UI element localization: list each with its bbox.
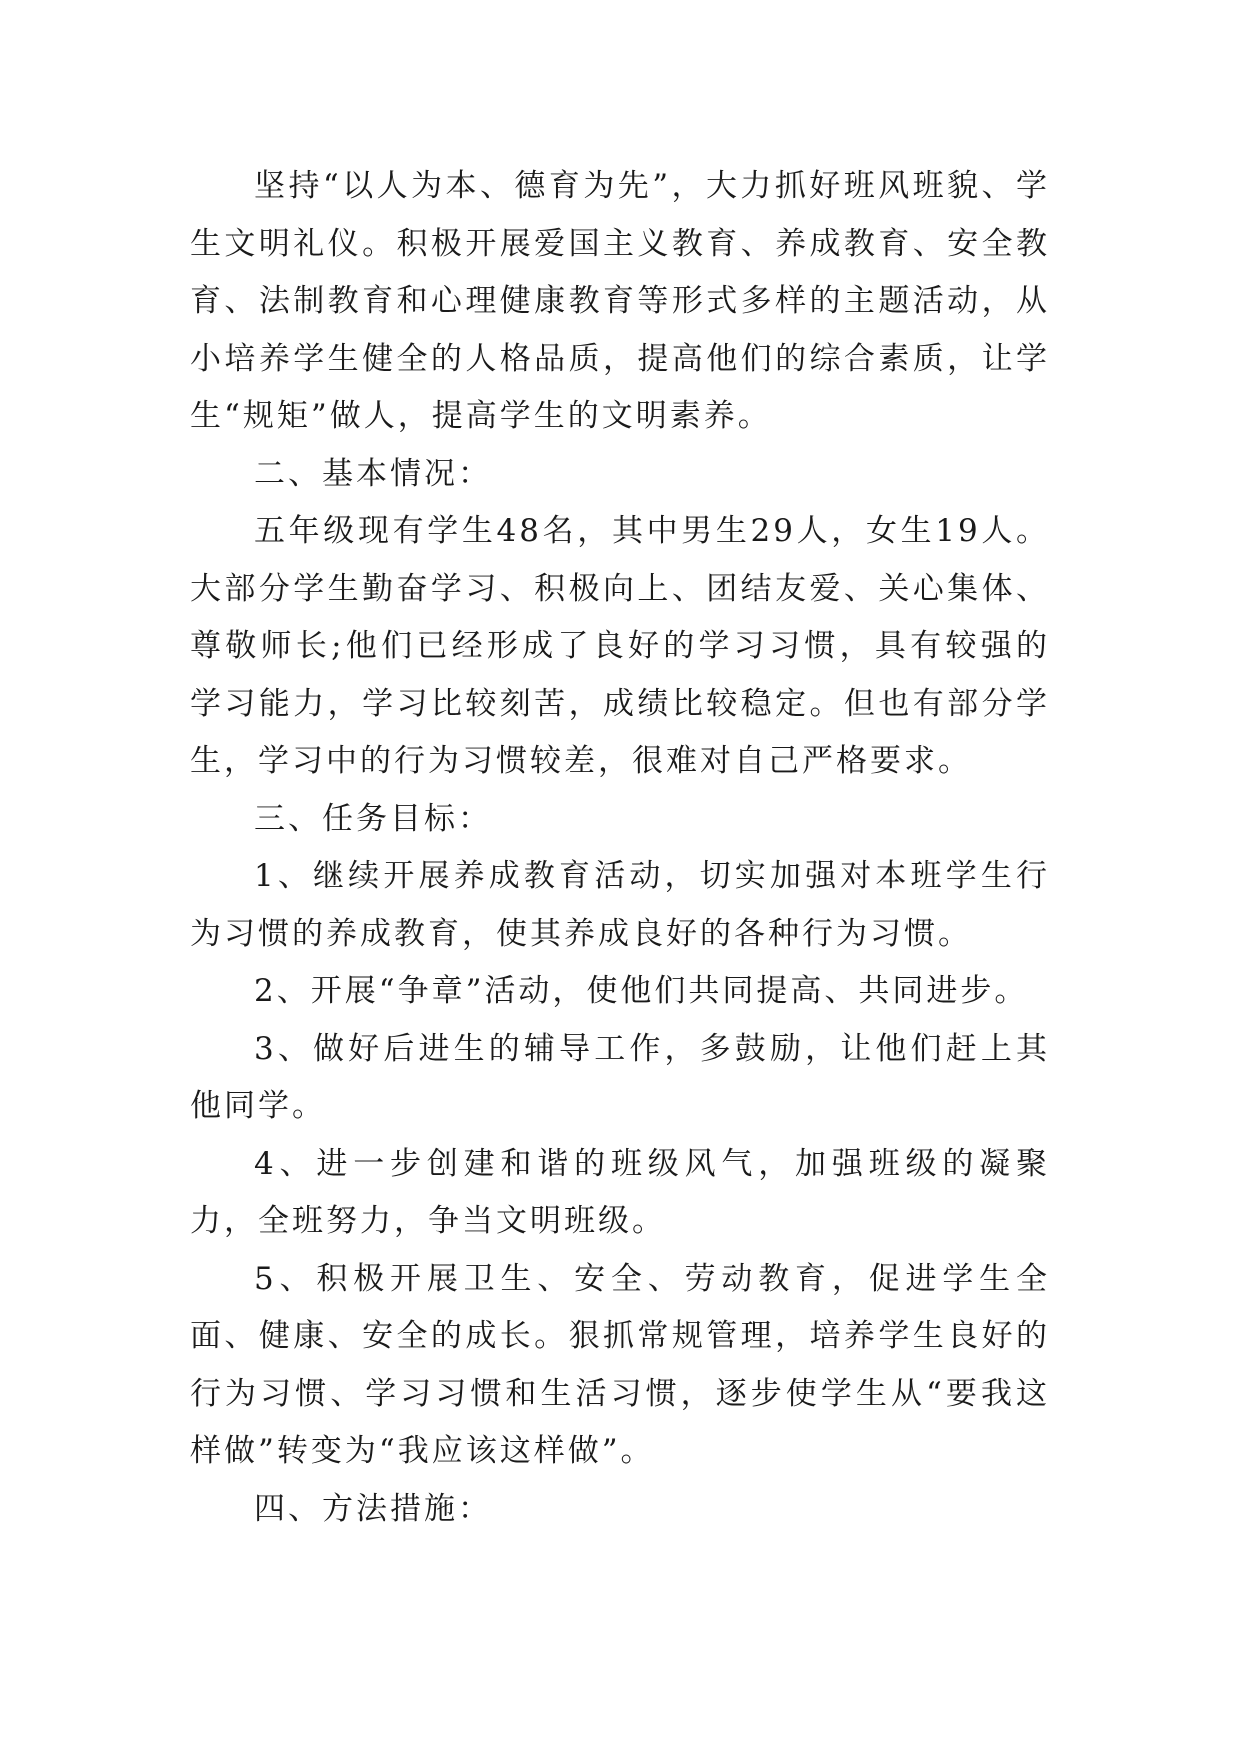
heading-basic-situation: 二、基本情况： <box>254 455 492 492</box>
paragraph-intro: 坚持“以人为本、德育为先”，大力抓好班风班貌、学生文明礼仪。积极开展爱国主义教育、养成教育、安全教育、法制教育和心理健康教育等形式多样的主题活动，从小培养学生健全的人格品质，提高他们的综合素质，让学生“规矩”做人，提高学生的文明素养。 <box>190 168 1050 434</box>
goal-item-2: 2、开展“争章”活动，使他们共同提高、共同进步。 <box>254 973 1029 1009</box>
goal-item-5: 5、积极开展卫生、安全、劳动教育，促进学生全面、健康、安全的成长。狠抓常规管理，培养学生良好的行为习惯、学习习惯和生活习惯，逐步使学生从“要我这样做”转变为“我应该这样做”。 <box>190 1260 1050 1469</box>
heading-methods: 四、方法措施： <box>254 1490 492 1527</box>
goal-item-4: 4、进一步创建和谐的班级风气，加强班级的凝聚力，全班努力，争当文明班级。 <box>190 1145 1050 1239</box>
goal-item-3: 3、做好后进生的辅导工作，多鼓励，让他们赶上其他同学。 <box>190 1030 1050 1124</box>
goal-item-1: 1、继续开展养成教育活动，切实加强对本班学生行为习惯的养成教育，使其养成良好的各种行为习惯。 <box>190 858 1050 952</box>
document-body <box>190 158 1050 1538</box>
paragraph-basic-situation: 五年级现有学生48名，其中男生29人，女生19人。大部分学生勤奋学习、积极向上、团结友爱、关心集体、尊敬师长;他们已经形成了良好的学习习惯，具有较强的学习能力，学习比较刻苦，成绩比较稳定。但也有部分学生，学习中的行为习惯较差，很难对自己严格要求。 <box>190 513 1050 779</box>
heading-task-goals: 三、任务目标： <box>254 800 492 837</box>
